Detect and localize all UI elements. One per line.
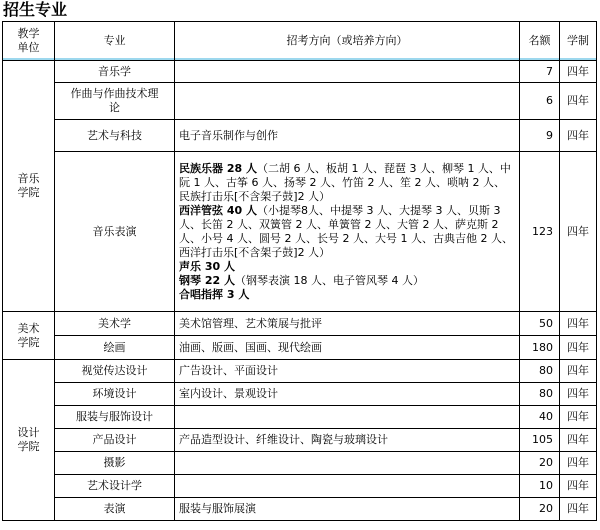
direction-cell: 服装与服饰展演 [175,498,520,521]
quota-cell: 80 [520,383,560,406]
quota-cell: 50 [520,312,560,336]
unit-cell-design: 设计学院 [3,360,55,521]
quota-cell: 123 [520,152,560,312]
quota-cell: 10 [520,475,560,498]
direction-cell [175,83,520,120]
duration-cell: 四年 [560,312,597,336]
quota-cell: 20 [520,498,560,521]
table-row [3,429,597,452]
quota-cell: 180 [520,336,560,360]
table-row [3,406,597,429]
direction-cell: 室内设计、景观设计 [175,383,520,406]
duration-cell: 四年 [560,429,597,452]
direction-cell: 产品造型设计、纤维设计、陶瓷与玻璃设计 [175,429,520,452]
table-row [3,498,597,521]
major-cell: 绘画 [55,336,175,360]
unit-cell-music: 音乐学院 [3,61,55,312]
duration-cell: 四年 [560,120,597,152]
duration-cell: 四年 [560,336,597,360]
direction-cell [175,452,520,475]
quota-cell: 7 [520,61,560,83]
major-cell: 美术学 [55,312,175,336]
table-row [3,120,597,152]
table-row [3,152,597,312]
western-orchestra-text: 西洋管弦 40 人（小提琴8人、中提琴 3 人、大提琴 3 人、贝斯 3 人、长笛 2 人、双簧管 2 人、单簧管 2 人、大管 2 人、萨克斯 2 人、小号 4 人、圆号 2 人、长号 2 人、大号 1 人、古典吉他 2 人、西洋打击乐[不含架子鼓]2 人） [179,203,513,259]
direction-cell [175,152,520,312]
quota-cell: 20 [520,452,560,475]
major-cell: 表演 [55,498,175,521]
quota-cell: 80 [520,360,560,383]
major-cell: 服装与服饰设计 [55,406,175,429]
table-row [3,83,597,120]
duration-cell: 四年 [560,83,597,120]
admissions-table [2,21,597,521]
direction-cell [175,406,520,429]
header-duration: 学制 [560,22,597,61]
quota-cell: 40 [520,406,560,429]
duration-cell: 四年 [560,498,597,521]
piano-text: 钢琴 22 人（钢琴表演 18 人、电子管风琴 4 人） [179,273,424,287]
duration-cell: 四年 [560,452,597,475]
vocal-text: 声乐 30 人 [179,259,235,273]
duration-cell: 四年 [560,152,597,312]
table-row [3,475,597,498]
table-row [3,336,597,360]
duration-cell: 四年 [560,383,597,406]
direction-cell: 油画、版画、国画、现代绘画 [175,336,520,360]
table-row [3,360,597,383]
quota-cell: 6 [520,83,560,120]
unit-cell-art: 美术学院 [3,312,55,360]
direction-cell: 广告设计、平面设计 [175,360,520,383]
major-cell: 摄影 [55,452,175,475]
direction-cell [175,61,520,83]
header-quota: 名额 [520,22,560,61]
major-cell: 音乐学 [55,61,175,83]
table-row [3,312,597,336]
direction-cell: 美术馆管理、艺术策展与批评 [175,312,520,336]
duration-cell: 四年 [560,360,597,383]
table-row [3,452,597,475]
duration-cell: 四年 [560,475,597,498]
quota-cell: 105 [520,429,560,452]
header-direction: 招考方向（或培养方向） [175,22,520,61]
direction-cell [175,475,520,498]
folk-instruments-text: 民族乐器 28 人（二胡 6 人、板胡 1 人、琵琶 3 人、柳琴 1 人、中阮 1 人、古筝 6 人、扬琴 2 人、竹笛 2 人、笙 2 人、唢呐 2 人、民族打击乐[不含架子鼓]2 人） [179,161,511,203]
major-cell: 产品设计 [55,429,175,452]
duration-cell: 四年 [560,406,597,429]
quota-cell: 9 [520,120,560,152]
header-major: 专业 [55,22,175,61]
choir-conducting-text: 合唱指挥 3 人 [179,287,250,301]
direction-cell: 电子音乐制作与创作 [175,120,520,152]
table-row [3,61,597,83]
table-row [3,383,597,406]
major-cell: 视觉传达设计 [55,360,175,383]
header-unit: 教学单位 [3,22,55,61]
major-cell: 艺术设计学 [55,475,175,498]
major-cell: 音乐表演 [55,152,175,312]
major-cell: 艺术与科技 [55,120,175,152]
page-title: 招生专业 [3,0,68,19]
header-row [3,22,597,61]
major-cell: 作曲与作曲技术理论 [55,83,175,120]
major-cell: 环境设计 [55,383,175,406]
duration-cell: 四年 [560,61,597,83]
